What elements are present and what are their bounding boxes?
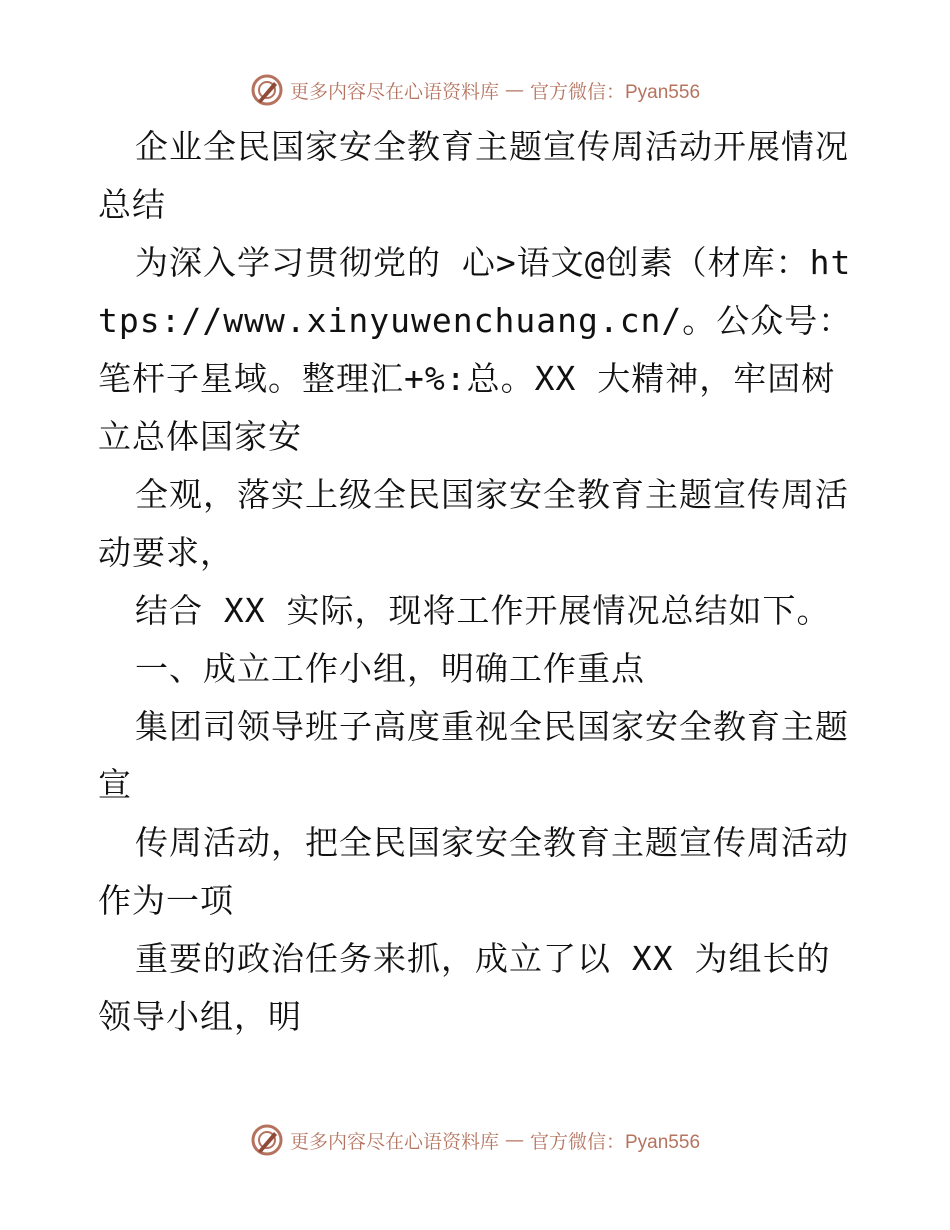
paragraph: 全观，落实上级全民国家安全教育主题宣传周活动要求， (98, 475, 849, 572)
document-title: 企业全民国家安全教育主题宣传周活动开展情况总结 (98, 127, 849, 224)
section-heading: 一、成立工作小组，明确工作重点 (135, 649, 645, 688)
pen-circle-logo-icon (250, 73, 284, 107)
paragraph: 集团司领导班子高度重视全民国家安全教育主题宣 (98, 707, 849, 804)
watermark-text: 更多内容尽在心语资料库 (289, 80, 499, 103)
paragraph: 为深入学习贯彻党的 心>语文@创素（材库：https://www.xinyuwenchuang.cn/。公众号：笔杆子星域。整理汇+%:总。XX 大精神，牢固树立总体国家安 (98, 243, 853, 456)
paragraph: 结合 XX 实际，现将工作开展情况总结如下。 (135, 591, 831, 630)
paragraph: 传周活动，把全民国家安全教育主题宣传周活动作为一项 (98, 823, 849, 920)
footer-watermark (0, 1120, 950, 1160)
watermark-contact: 官方微信：Pyan556 (530, 1131, 701, 1153)
watermark-contact: 官方微信：Pyan556 (530, 81, 701, 103)
document-body (98, 118, 858, 1046)
watermark-dash: — (505, 1129, 524, 1151)
paragraph: 重要的政治任务来抓，成立了以 XX 为组长的领导小组，明 (98, 939, 831, 1036)
header-watermark (0, 70, 950, 110)
watermark-dash: — (505, 79, 524, 101)
pen-circle-logo-icon (250, 1123, 284, 1157)
watermark-text: 更多内容尽在心语资料库 (289, 1130, 499, 1153)
